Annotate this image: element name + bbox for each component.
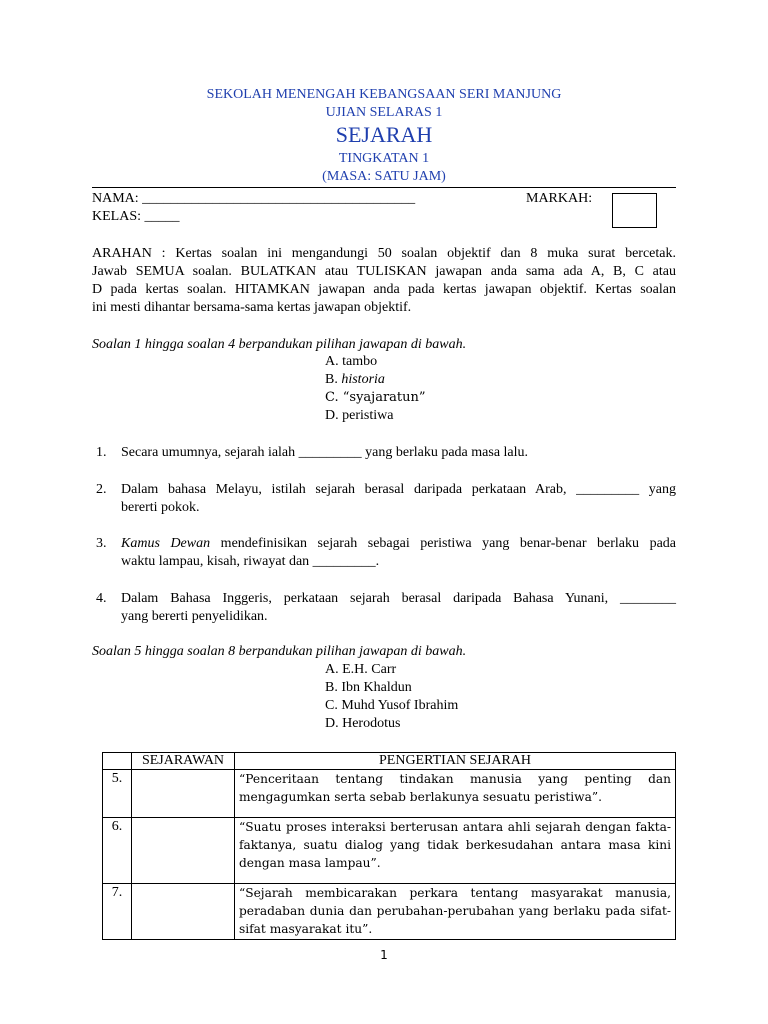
definition-text: dengan masa lampau”. bbox=[239, 856, 381, 870]
marks-label: MARKAH: bbox=[526, 191, 593, 206]
table-header-definition: PENGERTIAN SEJARAH bbox=[235, 753, 676, 770]
section2-intro: Soalan 5 hingga soalan 8 berpandukan pilihan jawapan di bawah. bbox=[92, 644, 467, 659]
option-a: A. E.H. Carr bbox=[325, 662, 397, 677]
definition-text: “Penceritaan tentang tindakan manusia yang penting dan bbox=[239, 772, 671, 786]
question-text: bererti pokok. bbox=[121, 500, 200, 515]
table-row bbox=[103, 884, 676, 940]
definition-text: “Sejarah membicarakan perkara tentang masyarakat manusia, bbox=[239, 886, 671, 900]
question-number: 4. bbox=[96, 591, 107, 606]
marks-box bbox=[612, 193, 657, 228]
question-text: mendefinisikan sejarah sebagai peristiwa yang benar-benar berlaku pada bbox=[210, 536, 677, 551]
option-d: D. peristiwa bbox=[325, 408, 394, 423]
question-text: waktu lampau, kisah, riwayat dan _________. bbox=[121, 554, 380, 569]
row-number: 5. bbox=[103, 770, 132, 818]
definition-cell bbox=[235, 818, 676, 884]
historian-answer-cell[interactable] bbox=[132, 884, 235, 940]
question-text-line bbox=[121, 535, 676, 553]
historian-answer-cell[interactable] bbox=[132, 770, 235, 818]
question-number: 1. bbox=[96, 445, 107, 460]
instruction-line: Jawab SEMUA soalan. BULATKAN atau TULISKAN jawapan anda sama ada A, B, C atau bbox=[92, 264, 676, 279]
row-number: 7. bbox=[103, 884, 132, 940]
option-c: C. Muhd Yusof Ibrahim bbox=[325, 698, 459, 713]
class-field: KELAS: _____ bbox=[92, 209, 180, 224]
definition-cell bbox=[235, 884, 676, 940]
definition-text: peradaban dunia dan perubahan-perubahan yang berlaku pada sifat- bbox=[239, 904, 671, 918]
question-italic-term: Kamus Dewan bbox=[121, 536, 211, 551]
option-b-letter: B. bbox=[325, 372, 342, 387]
question-text: yang bererti penyelidikan. bbox=[121, 609, 268, 624]
question-text: Dalam Bahasa Inggeris, perkataan sejarah berasal daripada Bahasa Yunani, ________ bbox=[121, 591, 676, 606]
option-a: A. tambo bbox=[325, 354, 378, 369]
name-field: NAMA: _______________________________________ bbox=[92, 191, 416, 206]
definition-cell bbox=[235, 770, 676, 818]
option-d: D. Herodotus bbox=[325, 716, 401, 731]
instruction-line: D pada kertas soalan. HITAMKAN jawapan anda pada kertas jawapan objektif. Kertas soalan bbox=[92, 282, 676, 297]
table-header-number bbox=[103, 753, 132, 770]
table-header-row bbox=[103, 753, 676, 770]
definition-text: “Suatu proses interaksi berterusan antara ahli sejarah dengan fakta- bbox=[239, 820, 671, 834]
table-header-historian: SEJARAWAN bbox=[132, 753, 235, 770]
row-number: 6. bbox=[103, 818, 132, 884]
historian-answer-cell[interactable] bbox=[132, 818, 235, 884]
table-row bbox=[103, 818, 676, 884]
table-row bbox=[103, 770, 676, 818]
section1-intro: Soalan 1 hingga soalan 4 berpandukan pilihan jawapan di bawah. bbox=[92, 337, 467, 352]
question-number: 3. bbox=[96, 536, 107, 551]
definition-text: sifat masyarakat itu”. bbox=[239, 922, 373, 936]
option-b-text: historia bbox=[341, 372, 385, 387]
school-name: SEKOLAH MENENGAH KEBANGSAAN SERI MANJUNG bbox=[206, 87, 562, 102]
definition-text: mengagumkan serta sebab berlakunya sesuatu peristiwa”. bbox=[239, 790, 602, 804]
option-c-text: C. “syajaratun” bbox=[325, 390, 426, 405]
option-b bbox=[325, 371, 385, 389]
question-text: Secara umumnya, sejarah ialah _________ yang berlaku pada masa lalu. bbox=[121, 445, 529, 460]
historian-table bbox=[102, 752, 676, 940]
subject-title: SEJARAH bbox=[335, 122, 433, 147]
definition-text: faktanya, suatu dialog yang tidak berkesudahan antara masa kini bbox=[239, 838, 671, 852]
header-divider bbox=[92, 187, 676, 188]
option-c bbox=[325, 389, 426, 407]
question-number: 2. bbox=[96, 482, 107, 497]
option-b: B. Ibn Khaldun bbox=[325, 680, 412, 695]
instruction-line: ini mesti dihantar bersama-sama kertas jawapan objektif. bbox=[92, 300, 412, 315]
question-text: Dalam bahasa Melayu, istilah sejarah berasal daripada perkataan Arab, _________ yang bbox=[121, 482, 676, 497]
level-label: TINGKATAN 1 bbox=[338, 151, 430, 166]
exam-title: UJIAN SELARAS 1 bbox=[325, 105, 443, 120]
instructions bbox=[92, 245, 676, 317]
page-number: 1 bbox=[380, 948, 388, 962]
duration-label: (MASA: SATU JAM) bbox=[322, 169, 446, 184]
instruction-line: ARAHAN : Kertas soalan ini mengandungi 50 soalan objektif dan 8 muka surat bercetak. bbox=[92, 246, 676, 261]
